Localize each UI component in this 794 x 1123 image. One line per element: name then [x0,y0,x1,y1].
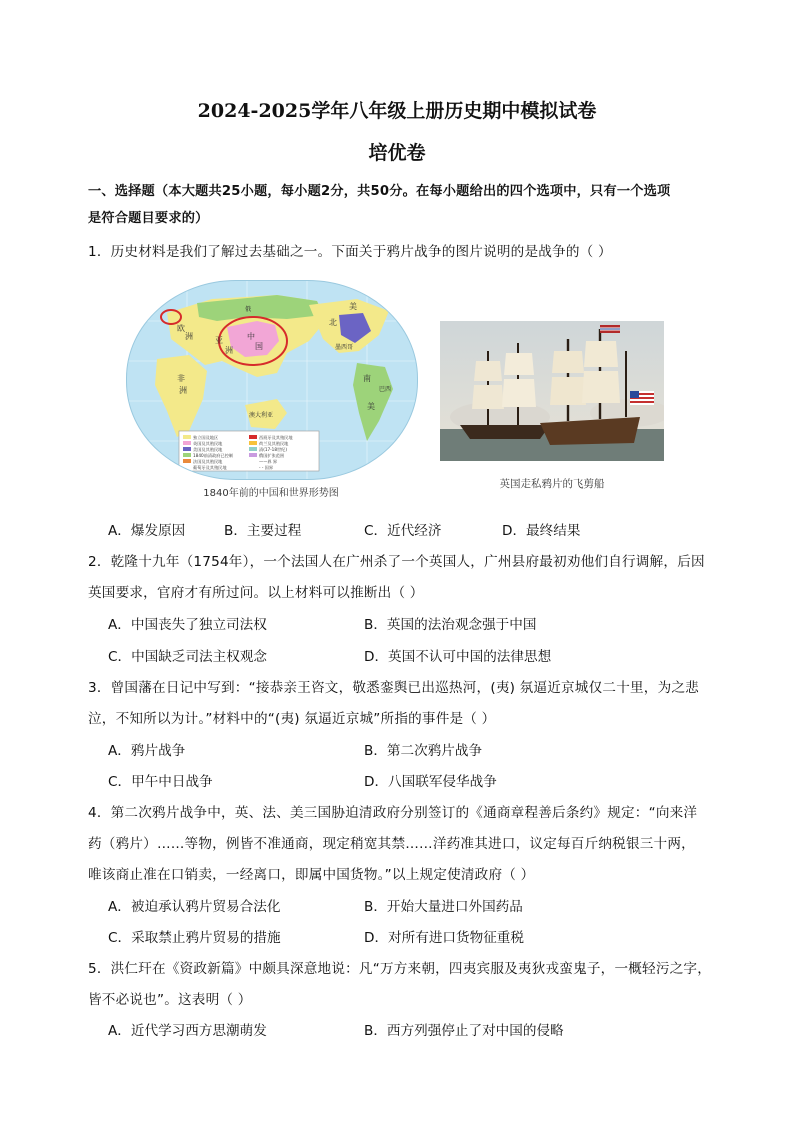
q2-option-a[interactable]: A．中国丧失了独立司法权 [108,617,267,633]
africa-shape [155,355,207,437]
map-caption: 1840年前的中国和世界形势图 [203,488,339,499]
exam-subtitle: 培优卷 [368,142,426,164]
question-2-stem-line2: 英国要求，官府才有所过问。以上材料可以推断出（ ） [88,585,424,601]
world-map-svg [127,281,417,479]
map-label-russia: 俄 [245,306,252,313]
q4-option-d[interactable]: D．对所有进口货物征重税 [364,930,524,946]
ship-painting-svg [440,321,664,461]
map-legend-11: - - 国界 [259,465,274,470]
question-2-stem-line1: 2．乾隆十九年（1754年），一个法国人在广州杀了一个英国人，广州县府最初劝他们自行调解，后因 [88,554,705,570]
q4-option-a[interactable]: A．被迫承认鸦片贸易合法化 [108,899,281,915]
map-label-africa-2: 洲 [179,386,187,395]
map-legend-2: 美国及其殖民地 [193,447,223,452]
map-label-na-2: 美 [349,302,357,311]
q1-option-c[interactable]: C．近代经济 [364,523,442,539]
section-instructions-line1: 一、选择题（本大题共25小题，每小题2分，共50分。在每小题给出的四个选项中，只有一个选项 [88,184,671,199]
map-label-mexico-1: 墨 [335,344,342,351]
q1-option-d[interactable]: D．最终结果 [502,523,581,539]
map-label-mexico-3: 哥 [347,344,354,351]
map-legend-1: 英国及其殖民地 [193,441,223,446]
q3-option-d[interactable]: D．八国联军侵华战争 [364,774,497,790]
question-3-stem-line2: 泣，不知所以为计。”材料中的“(夷) 氛逼近京城”所指的事件是（ ） [88,711,496,727]
question-5-stem-line1: 5．洪仁玕在《资政新篇》中颇具深意地说：凡“万方来朝，四夷宾服及夷狄戎蛮鬼子，一概轻污之字， [88,961,712,977]
question-4-stem-line2: 药（鸦片）……等物，例皆不准通商，现定稍宽其禁……洋药准其进口，议定每百斤纳税银三十两， [88,836,695,852]
map-label-china-1: 中 [247,332,255,341]
question-5-stem-line2: 皆不必说也”。这表明（ ） [88,992,252,1008]
ship-caption: 英国走私鸦片的飞剪船 [499,478,605,490]
q5-option-a[interactable]: A．近代学习西方思潮萌发 [108,1023,267,1039]
map-legend-5: 葡萄牙及其殖民地 [193,465,227,470]
clipper-ship-figure [440,321,664,501]
map-label-brazil-1: 巴 [379,386,386,393]
map-label-na-1: 北 [329,318,337,327]
world-map-figure [126,280,416,500]
q3-option-c[interactable]: C．甲午中日战争 [108,774,213,790]
map-label-sa-2: 美 [367,402,375,411]
map-legend-8: 清(17-18世纪) [259,447,287,452]
q4-option-c[interactable]: C．采取禁止鸦片贸易的措施 [108,930,281,946]
map-label-europe-1: 欧 [177,324,185,333]
clipper-ship-painting [440,321,664,461]
map-legend-7: 荷兰及其殖民地 [259,441,289,446]
q3-option-a[interactable]: A．鸦片战争 [108,743,186,759]
q1-option-b[interactable]: B．主要过程 [224,523,302,539]
map-label-europe-2: 洲 [185,332,193,341]
map-label-asia-2: 洲 [225,346,233,355]
map-legend-10: ——界 界 [259,459,278,464]
q5-option-b[interactable]: B．西方列强停止了对中国的侵略 [364,1023,564,1039]
map-label-sa-1: 南 [363,374,371,383]
question-4-stem-line1: 4．第二次鸦片战争中，英、法、美三国胁迫清政府分别签订的《通商章程善后条约》规定：“向来洋 [88,805,698,821]
world-map [126,280,418,480]
q2-option-d[interactable]: D．英国不认可中国的法律思想 [364,649,552,665]
map-label-africa-1: 非 [177,374,185,383]
q4-option-b[interactable]: B．开始大量进口外国药品 [364,899,523,915]
q3-option-b[interactable]: B．第二次鸦片战争 [364,743,483,759]
q1-option-a[interactable]: A．爆发原因 [108,523,186,539]
map-legend-4: 法国及其殖民地 [193,459,223,464]
map-legend-3: 1840前清政府已控制 [193,453,233,458]
map-label-brazil-2: 西 [385,386,392,393]
map-legend-0: 独立国及地区 [193,435,219,440]
map-legend-9: 俄国扩张范围 [259,453,285,458]
q2-option-c[interactable]: C．中国缺乏司法主权观念 [108,649,268,665]
map-legend-6: 西班牙及其殖民地 [259,435,293,440]
section-instructions-line2: 是符合题目要求的） [88,211,209,226]
map-label-mexico-2: 西 [341,344,348,351]
question-1-stem: 1．历史材料是我们了解过去基础之一。下面关于鸦片战争的图片说明的是战争的（ ） [88,244,612,260]
q2-option-b[interactable]: B．英国的法治观念强于中国 [364,617,537,633]
exam-title: 2024-2025学年八年级上册历史期中模拟试卷 [197,100,597,122]
map-label-asia-1: 亚 [215,336,223,345]
map-label-china-2: 国 [255,342,263,351]
map-label-australia: 澳大利亚 [249,412,274,419]
question-4-stem-line3: 唯该商止准在口销卖，一经离口，即属中国货物。”以上规定使清政府（ ） [88,867,535,883]
question-3-stem-line1: 3．曾国藩在日记中写到：“接恭亲王咨文，敬悉銮舆已出巡热河，(夷) 氛逼近京城仅二十里，为之悲 [88,680,699,696]
